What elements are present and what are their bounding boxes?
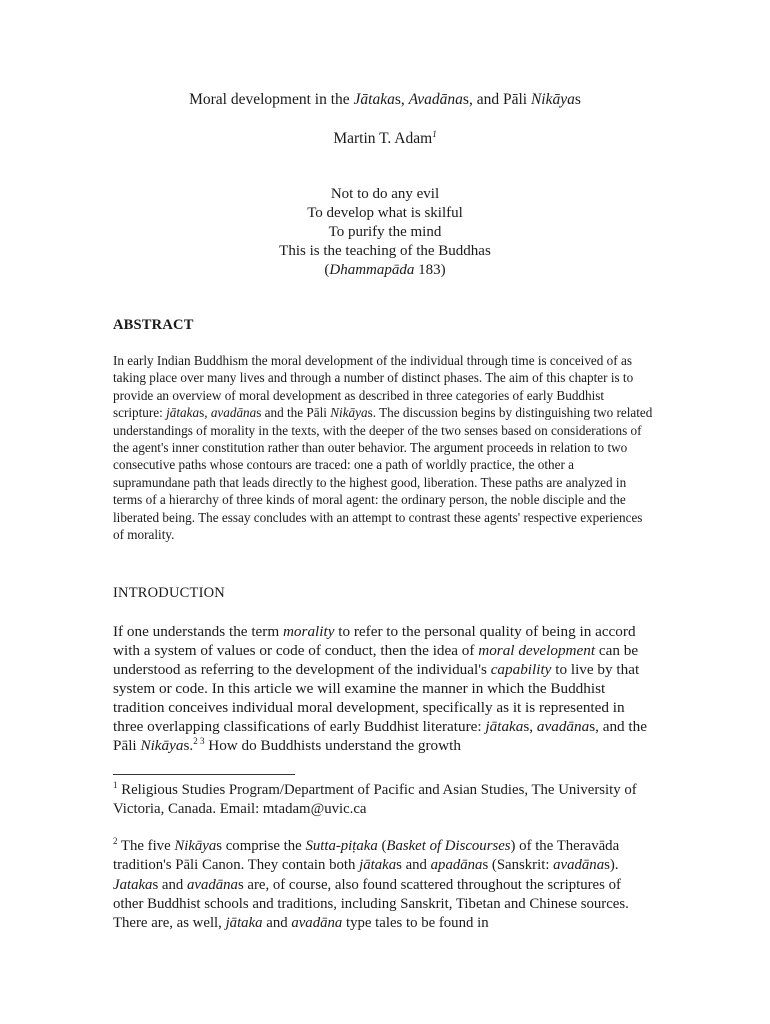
paper-title (0, 91, 770, 109)
epigraph-line: To purify the mind (328, 224, 442, 240)
footnote-divider (113, 774, 295, 775)
epigraph-line: To develop what is skilful (307, 205, 463, 221)
title-italic-avadana: Avadāna (408, 91, 463, 108)
introduction-body: If one understands the term morality to refer to the personal quality of being in accord with a system of values or code of conduct, then the idea of moral development can be understood as referring to the development of the individual's capability to live by that system or code. In this article we will examine the manner in which the Buddhist tradition conceives individual moral development, specifically as it is represented in three overlapping classifications of early Buddhist literature: jātakas, avadānas, and the Pāli Nikāyas.$^{2 3}$ How do Buddhists understand the growth (113, 623, 647, 754)
footnote-mark: 2 (113, 836, 118, 847)
introduction-heading: INTRODUCTION (113, 585, 225, 601)
epigraph (0, 185, 770, 280)
author-footnote-mark: 1 (432, 128, 437, 139)
title-italic-jataka: Jātaka (353, 91, 395, 108)
title-text: Moral development in the (189, 91, 354, 108)
author-line (0, 130, 770, 148)
title-text: s (574, 91, 581, 108)
title-italic-nikaya: Nikāya (530, 91, 575, 108)
abstract-heading: ABSTRACT (113, 317, 194, 333)
footnote-reference: 2 3 (193, 735, 205, 746)
abstract-body: In early Indian Buddhism the moral development of the individual through time is conceived of as taking place over many lives and through a number of distinct phases. The aim of this chapter is to provide an overview of moral development as described in three categories of early Buddhist scripture: jātakas, avadānas and the Pāli Nikāyas. The discussion begins by distinguishing two related understandings of morality in the texts, with the deeper of the two senses based on considerations of the agent's inner constitution rather than outer behavior. The argument proceeds in relation to two consecutive paths whose contours are traced: one a path of worldly practice, the other a supramundane path that leads directly to the highest good, liberation. These paths are analyzed in terms of a hierarchy of three kinds of moral agent: the ordinary person, the noble disciple and the liberated being. The essay concludes with an attempt to contrast these agents' respective experiences of morality. (113, 353, 653, 543)
footnote-mark: 1 (113, 780, 118, 791)
epigraph-line: This is the teaching of the Buddhas (279, 243, 491, 259)
epigraph-citation: (Dhammapāda 183) (324, 262, 446, 278)
footnote-2: $^2$ The five Nikāyas comprise the Sutta-piṭaka (Basket of Discourses) of the Theravāda tradition's Pāli Canon. They contain both jātakas and apadānas (Sanskrit: avadānas). Jatakas and avadānas are, of course, also found scattered throughout the scriptures of other Buddhist schools and traditions, including Sanskrit, Tibetan and Chinese sources. There are, as well, jātaka and avadāna type tales to be found in (113, 836, 629, 932)
epigraph-line: Not to do any evil (330, 186, 440, 202)
author-name: Martin T. Adam (333, 130, 433, 147)
title-text: s, and Pāli (462, 91, 531, 108)
title-text: s, (394, 91, 409, 108)
footnote-1: $^1$ Religious Studies Program/Department of Pacific and Asian Studies, The University of Victoria, Canada. Email: mtadam@uvic.ca (113, 780, 637, 818)
